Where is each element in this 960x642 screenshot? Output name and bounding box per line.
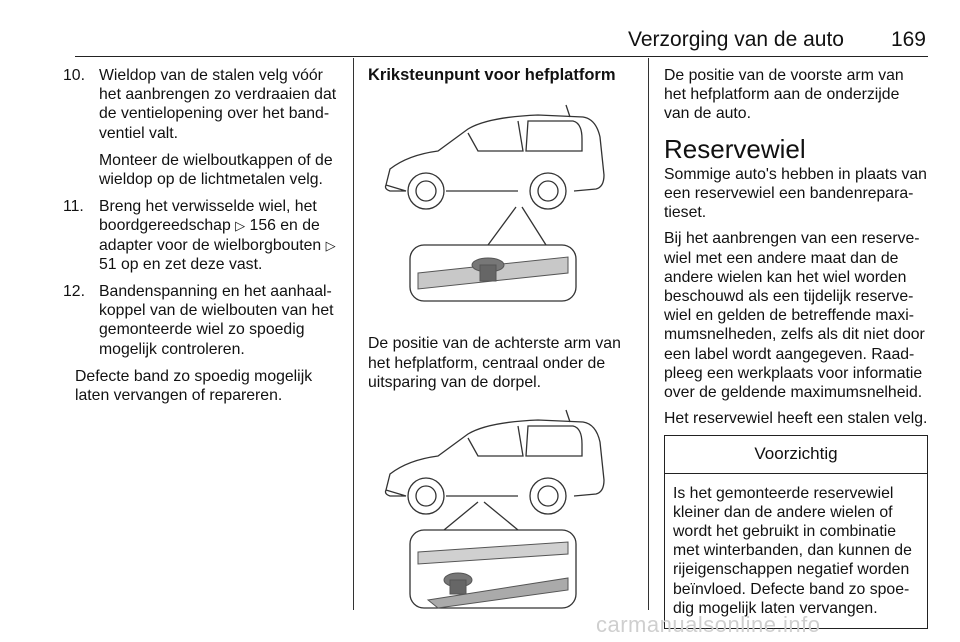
note-text: Defecte band zo spoedig mogelijk laten vervangen of repareren.: [75, 367, 313, 405]
column-divider: [353, 58, 354, 610]
column-middle: [368, 66, 636, 625]
item-number: 11.: [63, 198, 84, 216]
item-text: Wieldop van de stalen velg vóór het aanbrengen zo verdraaien dat de ventielopening over het band-ventiel valt.: [99, 67, 337, 142]
paragraph: Sommige auto's hebben in plaats van een reservewiel een bandenrepara-tieset.: [664, 165, 927, 222]
section-heading: Reservewiel: [664, 133, 806, 164]
paragraph: Het reservewiel heeft een stalen velg.: [664, 410, 928, 428]
column-divider: [648, 58, 649, 610]
item-text: Breng het verwisselde wiel, het boordgereedschap ▷ 156 en de adapter voor de wielborgbouten ▷ 51 op en zet deze vast.: [99, 198, 336, 273]
intro-text: De positie van de voorste arm van het hefplatform aan de onderzijde van de auto.: [664, 67, 904, 123]
page-number: 169: [890, 28, 926, 51]
warning-text: Is het gemonteerde reservewiel kleiner dan de andere wielen of wordt het gebruikt in combinatie met winterbanden, dan kunnen de rijeigenschappen negatief worden beïnvloed. Defecte band zo spoe-dig mogelijk laten vervangen.: [673, 484, 912, 617]
item-number: 10.: [63, 67, 85, 84]
car-lift-rear-illustration: [368, 402, 630, 612]
column-right: [664, 66, 928, 629]
warning-box: [664, 435, 928, 629]
item-subtext: Monteer de wielboutkappen of de wieldop op de lichtmetalen velg.: [99, 151, 333, 189]
car-lift-front-illustration: [368, 97, 630, 307]
arrow-ref-icon[interactable]: ▷: [325, 237, 336, 253]
warning-title: Voorzichtig: [665, 436, 927, 473]
item-text: Bandenspanning en het aanhaal-koppel van de wielbouten van het gemonteerde wiel zo spoedig mogelijk controleren.: [99, 283, 334, 358]
paragraph: Bij het aanbrengen van een reserve-wiel met een andere maat dan de andere wielen kan het wiel worden beschouwd als een tijdelijk reserve-wiel en gelden de betreffende maxi-mumsnelheden, zelfs als dit niet door een label wordt aangegeven. Raad-pleeg een werkplaats voor informatie over de geldende maximumsnelheid.: [664, 230, 925, 402]
figure-caption: De positie van de achterste arm van het hefplatform, centraal onder de uitsparing van de dorpel.: [368, 335, 621, 391]
arrow-ref-icon[interactable]: ▷: [235, 218, 246, 234]
list-item: [63, 282, 341, 359]
page-header: [75, 26, 928, 57]
list-item: [63, 197, 341, 274]
page-title: Verzorging van de auto: [628, 28, 844, 51]
item-number: 12.: [63, 283, 85, 301]
watermark: carmanualsonline.info: [596, 612, 821, 637]
section-title: Kriksteunpunt voor hefplatform: [368, 66, 616, 84]
list-item: [63, 66, 341, 189]
column-left: [63, 66, 341, 413]
